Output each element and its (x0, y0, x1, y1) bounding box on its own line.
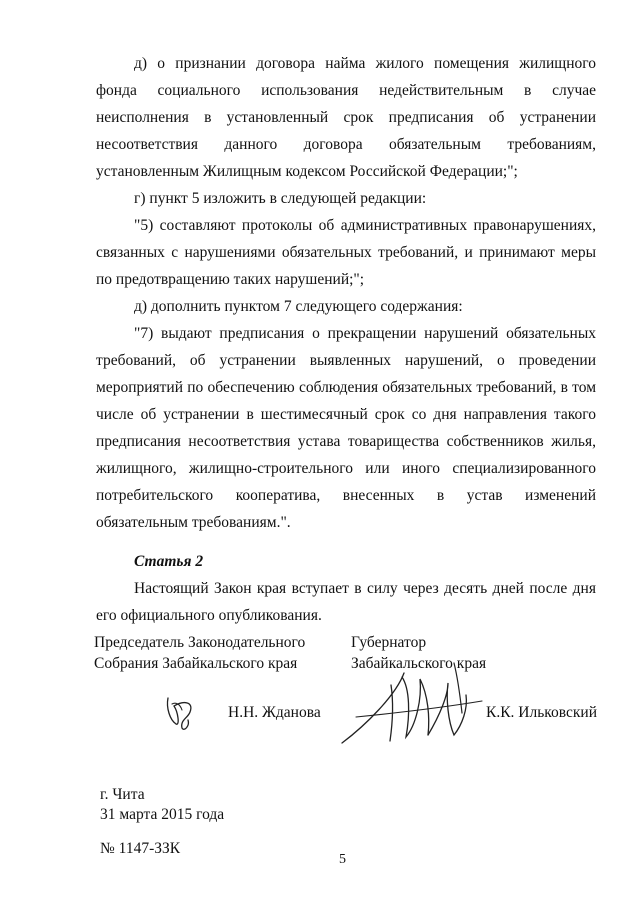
document-number: № 1147-ЗЗК (100, 840, 181, 857)
page-number: 5 (339, 852, 346, 867)
article-2-text: Настоящий Закон края вступает в силу через десять дней после дня его официального опубликования. (96, 580, 596, 624)
governor-name: К.К. Ильковский (486, 704, 598, 721)
paragraph-g-item5: г) пункт 5 изложить в следующей редакции: (134, 190, 427, 207)
paragraph-d-item7: д) дополнить пунктом 7 следующего содержания: (134, 298, 463, 315)
governor-title-line1: Губернатор (351, 634, 427, 651)
article-2-heading: Статья 2 (134, 553, 204, 570)
chairman-title (94, 632, 305, 674)
chairman-name: Н.Н. Жданова (228, 704, 321, 721)
chairman-title-line1: Председатель Законодательного (94, 634, 306, 651)
law-text (96, 50, 596, 629)
governor-signature (336, 655, 486, 750)
paragraph-item5-text: "5) составляют протоколы об административных правонарушениях, связанных с нарушениями обязательных требований, и принимают меры по предотвращению таких нарушений;"; (96, 217, 596, 288)
place: г. Чита (100, 786, 145, 803)
paragraph-item7-text: "7) выдают предписания о прекращении нарушений обязательных требований, об устранении выявленных нарушений, о проведении мероприятий по обеспечению соблюдения обязательных требований, в том числе об устранении в шестимесячный срок со дня направления такого предписания несоответствия устава товарищества собственников жилья, жилищного, жилищно-строительного или иного специализированного потребительского кооператива, внесенных в устав изменений обязательным требованиям.". (96, 325, 596, 531)
governor-title-line2: Забайкальского края (351, 655, 487, 672)
paragraph-d-contract: д) о признании договора найма жилого помещения жилищного фонда социального использования недействительным в случае неисполнения в установленный срок предписания об устранении несоответствия данного договора обязательным требованиям, установленным Жилищным кодексом Российской Федерации;"; (96, 55, 596, 180)
chairman-title-line2: Собрания Забайкальского края (94, 655, 298, 672)
place-and-date (100, 785, 224, 825)
date: 31 марта 2015 года (100, 806, 225, 823)
chairman-signature (160, 690, 204, 734)
